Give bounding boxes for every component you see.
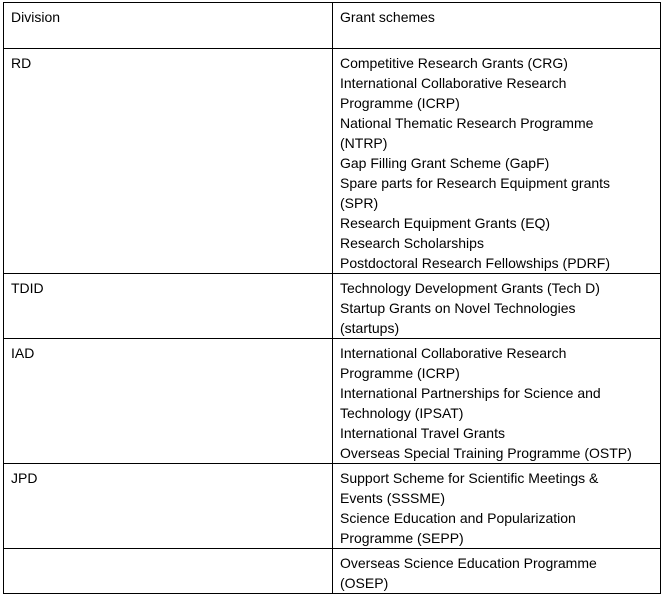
scheme-line: International Collaborative Research (340, 75, 567, 91)
division-cell: JPD (4, 464, 333, 549)
scheme-line: Overseas Science Education Programme (340, 555, 597, 571)
scheme-line: International Travel Grants (340, 425, 505, 441)
scheme-line: International Collaborative Research (340, 345, 567, 361)
grant-schemes-table (3, 2, 661, 594)
division-cell: TDID (4, 274, 333, 339)
division-cell: IAD (4, 339, 333, 464)
scheme-line: Startup Grants on Novel Technologies (340, 300, 576, 316)
table-header-row (4, 3, 661, 49)
scheme-line: Postdoctoral Research Fellowships (PDRF) (340, 255, 610, 271)
scheme-line: (OSEP) (340, 575, 389, 591)
scheme-line: Research Equipment Grants (EQ) (340, 215, 551, 231)
scheme-line: Research Scholarships (340, 235, 484, 251)
scheme-line: Gap Filling Grant Scheme (GapF) (340, 155, 550, 171)
scheme-line: Events (SSSME) (340, 490, 446, 506)
scheme-line: Technology Development Grants (Tech D) (340, 280, 600, 296)
scheme-line: Overseas Special Training Programme (OSTP) (340, 445, 632, 461)
scheme-line: Programme (ICRP) (340, 95, 460, 111)
header-division: Division (4, 3, 333, 49)
schemes-cell (333, 464, 661, 549)
scheme-line: International Partnerships for Science and (340, 385, 601, 401)
scheme-line: Support Scheme for Scientific Meetings & (340, 470, 599, 486)
scheme-line: (SPR) (340, 195, 379, 211)
scheme-line: (startups) (340, 320, 400, 336)
table-row (4, 49, 661, 274)
scheme-line: Spare parts for Research Equipment grants (340, 175, 611, 191)
division-cell (4, 549, 333, 594)
schemes-cell (333, 274, 661, 339)
scheme-line: Programme (ICRP) (340, 365, 460, 381)
scheme-line: (NTRP) (340, 135, 388, 151)
scheme-line: Programme (SEPP) (340, 530, 464, 546)
scheme-line: Technology (IPSAT) (340, 405, 464, 421)
scheme-line: National Thematic Research Programme (340, 115, 594, 131)
table-row (4, 464, 661, 549)
scheme-line: Competitive Research Grants (CRG) (340, 55, 568, 71)
table-row (4, 274, 661, 339)
header-grant-schemes: Grant schemes (333, 3, 661, 49)
division-cell: RD (4, 49, 333, 274)
scheme-line: Science Education and Popularization (340, 510, 576, 526)
schemes-cell (333, 49, 661, 274)
table-row (4, 549, 661, 594)
schemes-cell (333, 549, 661, 594)
schemes-cell (333, 339, 661, 464)
table-row (4, 339, 661, 464)
